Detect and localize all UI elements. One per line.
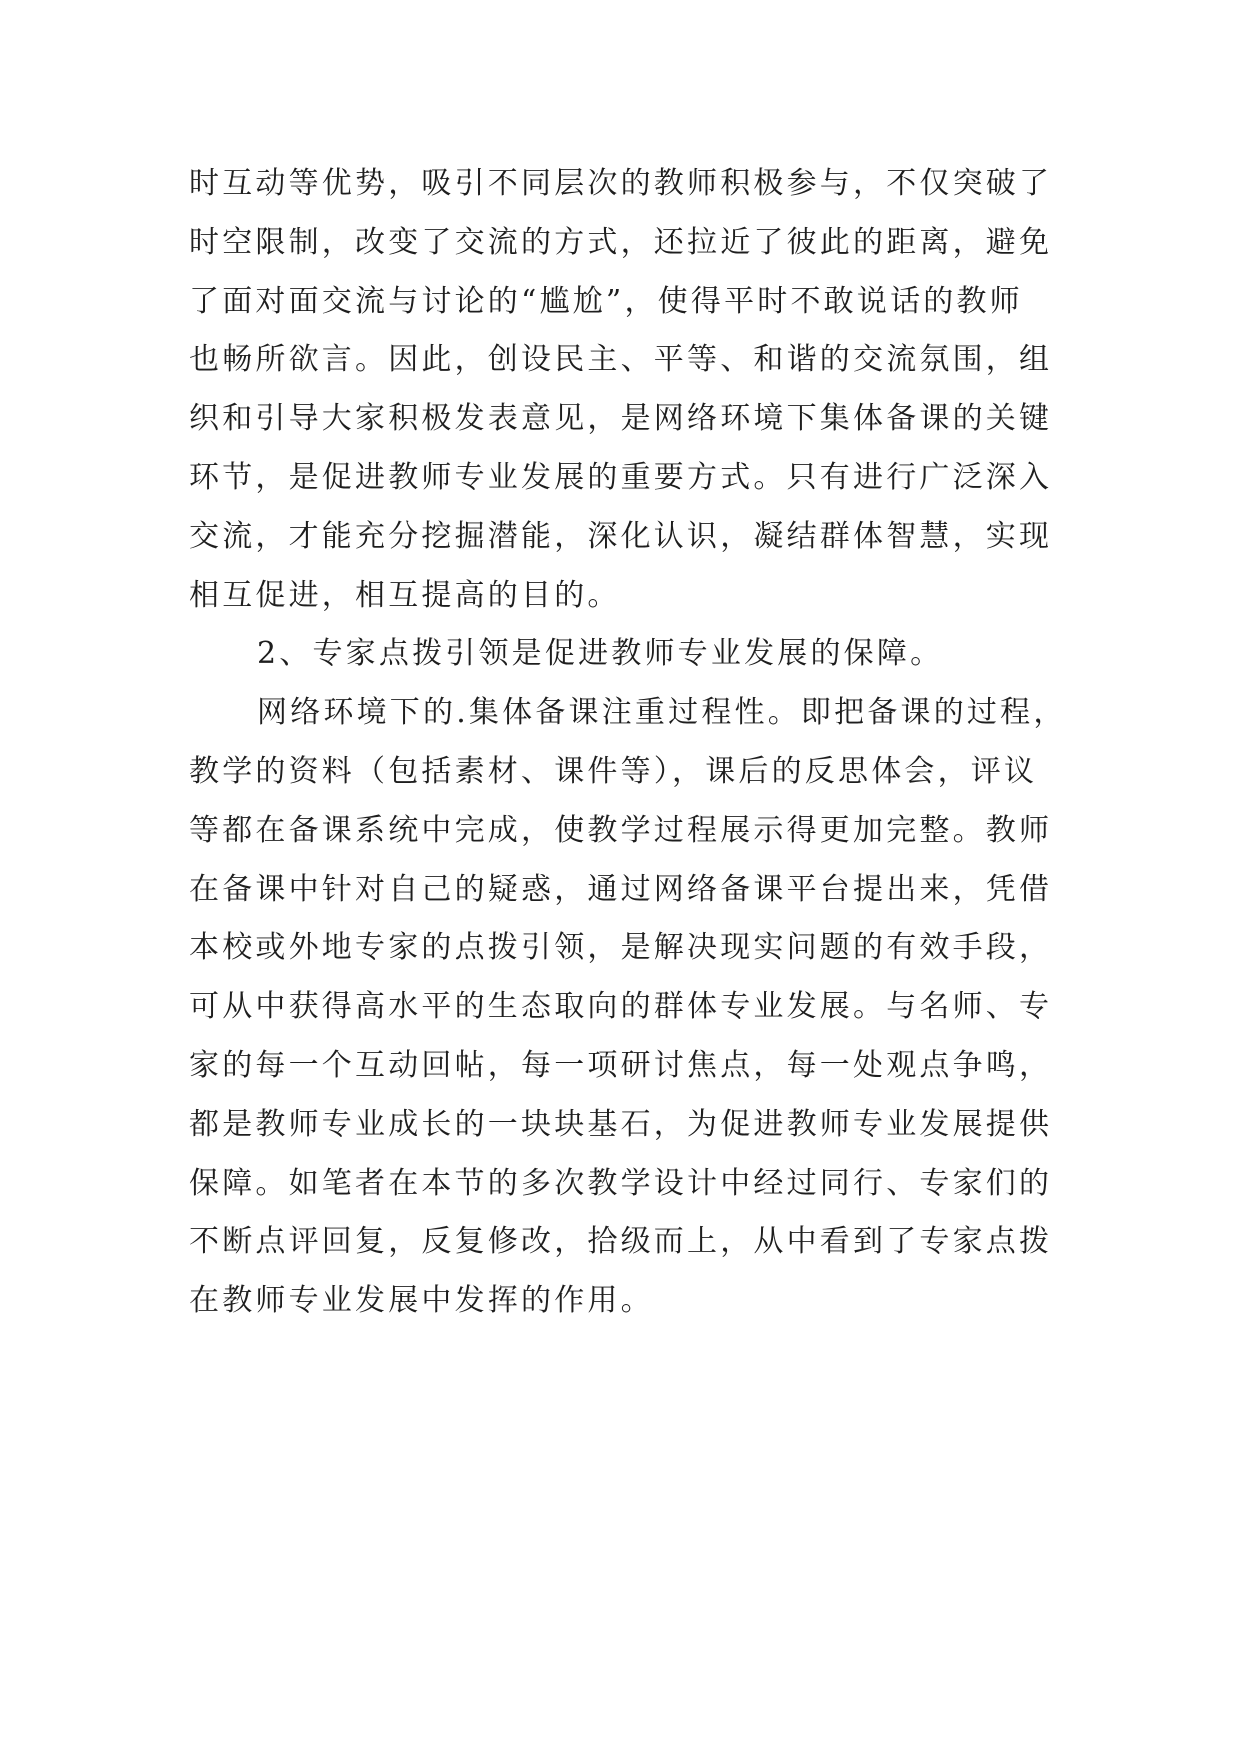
text-line: 本校或外地专家的点拨引领，是解决现实问题的有效手段， — [189, 930, 1053, 966]
text-line: 教学的资料（包括素材、课件等），课后的反思体会，评议 — [189, 753, 1038, 789]
text-line: 家的每一个互动回帖，每一项研讨焦点，每一处观点争鸣， — [189, 1047, 1053, 1083]
text-line: 环节，是促进教师专业发展的重要方式。只有进行广泛深入 — [189, 459, 1053, 495]
body-text — [189, 155, 1089, 1331]
text-line: 在教师专业发展中发挥的作用。 — [189, 1283, 654, 1319]
text-line: 保障。如笔者在本节的多次教学设计中经过同行、专家们的 — [189, 1165, 1053, 1201]
text-line: 在备课中针对自己的疑惑，通过网络备课平台提出来，凭借 — [189, 871, 1053, 907]
text-line: 相互促进，相互提高的目的。 — [189, 577, 621, 613]
text-line: 可从中获得高水平的生态取向的群体专业发展。与名师、专 — [189, 989, 1053, 1025]
text-line: 织和引导大家积极发表意见，是网络环境下集体备课的关键 — [189, 401, 1053, 437]
text-line: 也畅所欲言。因此，创设民主、平等、和谐的交流氛围，组 — [189, 342, 1053, 378]
text-line: 了面对面交流与讨论的“尴尬”，使得平时不敢说话的教师 — [189, 283, 1023, 319]
section-heading: 2、专家点拨引领是促进教师专业发展的保障。 — [257, 636, 944, 672]
text-line: 不断点评回复，反复修改，拾级而上，从中看到了专家点拨 — [189, 1224, 1053, 1260]
text-line: 交流，才能充分挖掘潜能，深化认识，凝结群体智慧，实现 — [189, 518, 1053, 554]
text-line: 都是教师专业成长的一块块基石，为促进教师专业发展提供 — [189, 1106, 1053, 1142]
text-line: 时互动等优势，吸引不同层次的教师积极参与，不仅突破了 — [189, 166, 1053, 201]
text-line: 时空限制，改变了交流的方式，还拉近了彼此的距离，避免 — [189, 224, 1053, 260]
paragraph-first-line: 网络环境下的.集体备课注重过程性。即把备课的过程， — [257, 695, 1067, 731]
text-line: 等都在备课系统中完成，使教学过程展示得更加完整。教师 — [189, 812, 1053, 848]
